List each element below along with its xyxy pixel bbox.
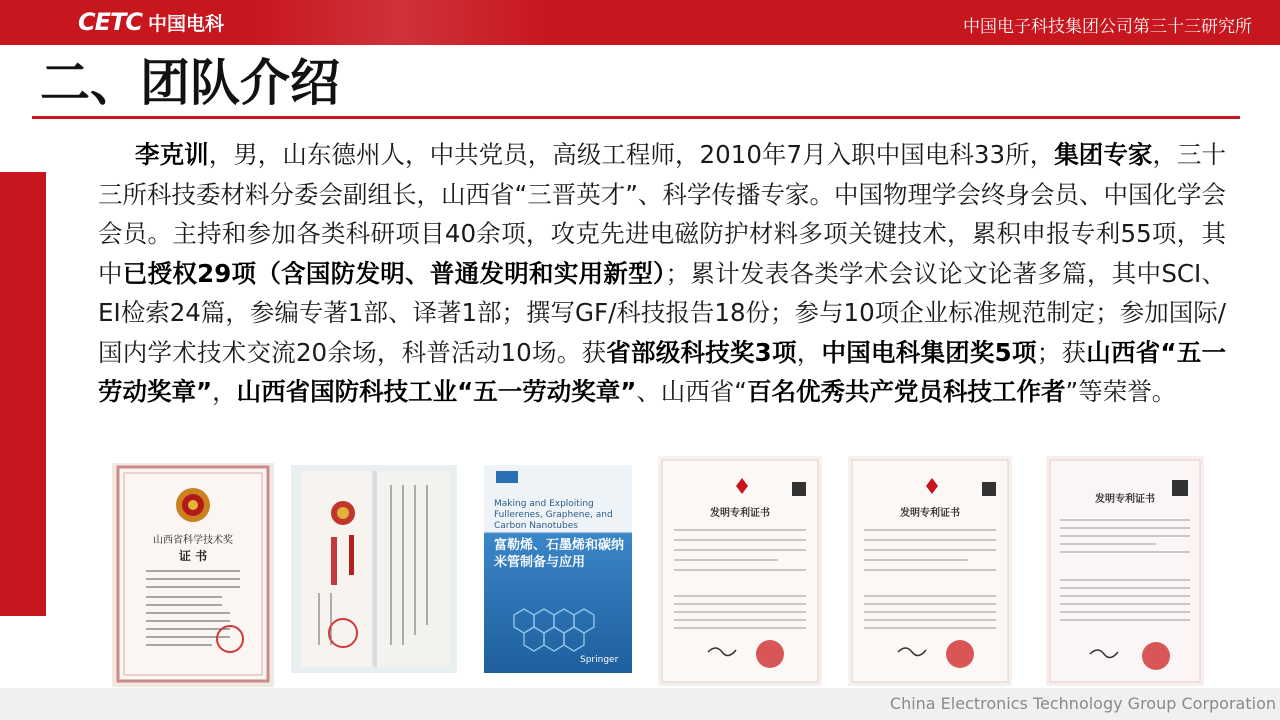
- paragraph-highlight: 李克训: [135, 140, 209, 169]
- defense-award-certificate-photo: [291, 465, 457, 673]
- footer-company-name: China Electronics Technology Group Corporation: [889, 694, 1276, 713]
- patent-certificate-photo-3: [1046, 456, 1204, 686]
- slide-title: 二、团队介绍: [40, 54, 340, 112]
- paragraph-text: ，: [796, 337, 822, 367]
- award-certificate-photo: [112, 463, 274, 687]
- book-chinese-title: 富勒烯、石墨烯和碳纳米管制备与应用: [494, 538, 625, 570]
- paragraph-highlight: 中国电科集团奖5项: [821, 337, 1037, 367]
- title-underline: [32, 116, 1240, 119]
- paragraph-highlight: 百名优秀共产党员科技工作者: [747, 377, 1066, 406]
- paragraph-highlight: 山西省“五一劳动奖章”: [98, 337, 1227, 406]
- paragraph-highlight: 山西省国防科技工业“五一劳动奖章”: [236, 377, 637, 406]
- paragraph-highlight: 省部级科技奖3项: [606, 337, 797, 367]
- paragraph-text: ，: [212, 377, 237, 406]
- cetc-logo: [78, 6, 224, 38]
- paragraph-text: ”等荣誉。: [1065, 377, 1177, 406]
- patent-certificate-photo-1: [658, 456, 822, 686]
- logo-mark: CETC: [78, 8, 142, 36]
- patent-title-1: 发明专利证书: [710, 508, 770, 519]
- paragraph-text: ；累计发表各类学术会议论文论著多篇，其中SCI、EI检索24篇，参编专著1部、译著1部；撰写GF/科技报告18份；参与10项企业标准规范制定；参加国际/国内学术技术交流20余场，科普活动10场。获: [98, 258, 1227, 367]
- logo-chinese: 中国电科: [148, 12, 225, 35]
- paragraph-highlight: 集团专家: [1054, 140, 1153, 169]
- header-highlight: [250, 0, 550, 45]
- award-title: 山西省科学技术奖: [153, 535, 233, 546]
- book-publisher: Springer: [580, 655, 619, 665]
- patent-title-2: 发明专利证书: [900, 508, 960, 519]
- paragraph-text: 、山西省“: [636, 377, 748, 406]
- paragraph-text: ；获: [1036, 337, 1087, 367]
- organization-name: 中国电子科技集团公司第三十三研究所: [963, 17, 1252, 37]
- paragraph-text: ，三十三所科技委材料分委会副组长，山西省“三晋英才”、科学传播专家。中国物理学会终身会员、中国化学会会员。主持和参加各类科研项目40余项，攻克先进电磁防护材料多项关键技术，累积申报专利55项，其中: [98, 140, 1227, 288]
- book-english-title: Making and Exploiting Fullerenes, Graphene, and Carbon Nanotubes: [494, 499, 613, 531]
- award-subtitle: 证 书: [178, 549, 208, 563]
- left-accent-bar: [0, 172, 46, 616]
- paragraph-highlight: 已授权29项（含国防发明、普通发明和实用新型）: [122, 258, 666, 288]
- book-cover-photo: [484, 465, 632, 673]
- patent-title-3: 发明专利证书: [1095, 494, 1155, 505]
- profile-paragraph: [98, 135, 1226, 412]
- patent-certificate-photo-2: [848, 456, 1012, 686]
- paragraph-text: ，男，山东德州人，中共党员，高级工程师，2010年7月入职中国电科33所，: [208, 140, 1055, 169]
